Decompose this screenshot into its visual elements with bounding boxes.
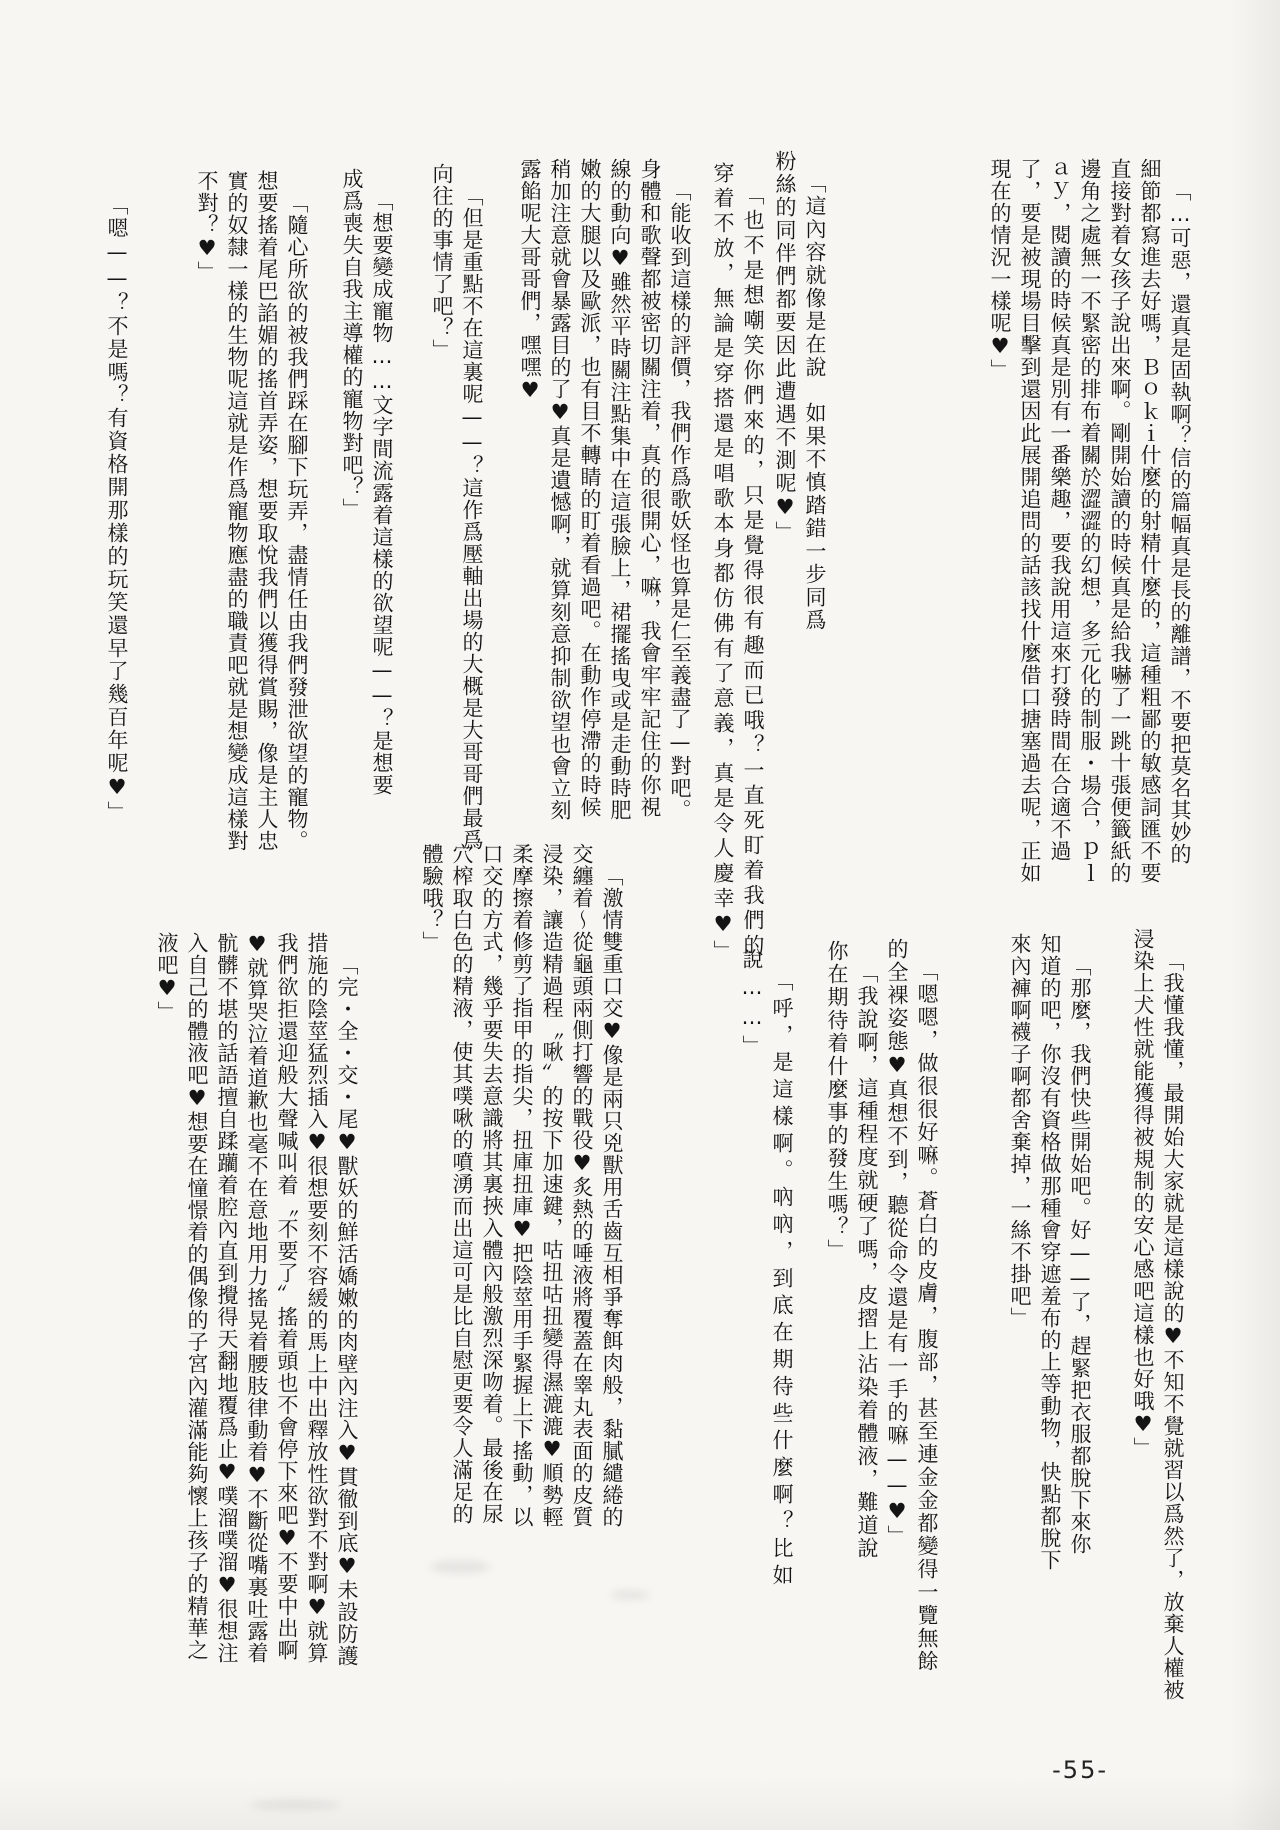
dialogue-paragraph: 「激情雙重口交♥像是兩只兇獸用舌齒互相爭奪餌肉般，黏膩繾綣的交纏着～從龜頭兩側打響的戰役♥炙熱的唾液將覆蓋在睾丸表面的皮質浸染，讓造精過程〝啾〟的按下加速鍵，咕扭咕扭變得濕漉漉♥順勢輕柔摩擦着修剪了指甲的指尖，扭庫扭庫♥把陰莖用手緊握上下搖動，以口交的方式，幾乎要失去意識將其裏挾入體內般激烈深吻着。最後在尿穴榨取白色的精液，使其噗啾的噴湧而出這可是比自慰更要令人滿足的體驗哦？」 [420,843,624,1528]
dialogue-paragraph: 「嗯——？不是嗎？有資格開那樣的玩笑還早了幾百年呢♥」 [105,194,129,824]
dialogue-paragraph: 「那麼，我們快些開始吧。好——了，趕緊把衣服都脫下來你知道的吧，你沒有資格做那種會穿遮羞布的上等動物，快點都脫下來內褲啊襪子啊都舍棄掉，一絲不掛吧」 [1008,933,1092,1571]
dialogue-paragraph: 「能收到這樣的評價，我們作爲歌妖怪也算是仁至義盡了—對吧。身體和歌聲都被密切關注着，真的很開心，嘛，我會牢牢記住的你視線的動向♥雖然平時關注點集中在這張臉上，裙擺搖曳或是走動時肥嫩的大腿以及歐派，也有目不轉睛的盯着看過吧。在動作停滯的時候稍加注意就會暴露目的了♥真是遺憾啊，就算刻意抑制欲望也會立刻露餡呢大哥哥們，嘿嘿♥ [518,158,692,821]
dialogue-paragraph: 「我說啊，這種程度就硬了嗎，皮摺上沾染着體液，難道說你在期待着什麼事的發生嗎？」 [825,940,879,1560]
scan-artifact [430,1560,490,1574]
page-number: -55- [1052,1756,1108,1784]
dialogue-paragraph: 「想要變成寵物……文字間流露着這樣的欲望呢——？是想要成爲喪失自我主導權的寵物對吧？」 [340,168,394,796]
dialogue-paragraph: 「…可惡，還真是固執啊？信的篇幅真是長的離譜，不要把莫名其妙的細節都寫進去好嗎，Ｂｏｋｉ什麼的射精什麼的，這種粗鄙的敏感詞匯不要直接對着女孩子說出來啊。剛開始讀的時候真是給我嚇了一跳十張便籤紙的邊角之處無一不緊密的排布着關於澀澀的幻想，多元化的制服・場合，ｐｌａｙ，閱讀的時候真是別有一番樂趣，要我說用這來打發時間在合適不過了，要是被現場目擊到還因此展開追問的話該找什麼借口搪塞過去呢，正如現在的情況一樣呢♥」 [988,158,1192,884]
dialogue-paragraph: 「呼，是這樣啊。吶吶，到底在期待些什麼啊？比如說……」 [740,948,794,1591]
scan-artifact [610,1590,650,1600]
dialogue-paragraph: 「完・全・交・尾♥獸妖的鮮活嬌嫩的肉壁內注入♥貫徹到底♥未設防護措施的陰莖猛烈插入♥很想要刻不容緩的馬上中出釋放性欲對不對啊♥就算我們欲拒還迎般大聲喊叫着〝不要了〟搖着頭也不會停下來吧♥不要中出啊♥就算哭泣着道歉也毫不在意地用力搖晃着腰肢律動着♥不斷從嘴裏吐露着骯髒不堪的話語擅自蹂躪着腔內直到攪得天翻地覆爲止♥噗溜噗溜♥很想注入自己的體液吧♥想要在憧憬着的偶像的子宮內灌滿能夠懷上孩子的精華之液吧♥」 [155,932,359,1667]
dialogue-paragraph: 「隨心所欲的被我們踩在腳下玩弄，盡情任由我們發泄欲望的寵物。想要搖着尾巴諂媚的搖首弄姿，想要取悅我們以獲得賞賜，像是主人忠實的奴隸一樣的生物呢這就是作爲寵物應盡的職責吧就是想變成這樣對不對？♥」 [195,170,309,852]
dialogue-paragraph: 「這內容就像是在說 如果不慎踏錯一步同爲粉絲的同伴們都要因此遭遇不測呢♥」 [773,150,827,632]
dialogue-paragraph: 「也不是想嘲笑你們來的，只是覺得很有趣而已哦？一直死盯着我們的穿着不放，無論是穿搭還是唱歌本身都仿佛有了意義，真是令人慶幸♥」 [711,162,765,965]
dialogue-paragraph: 「嗯嗯，做很很好嘛。蒼白的皮膚，腹部，甚至連金金都變得一覽無餘的全裸姿態♥真想不到，聽從命令還是有一手的嘛——♥」 [885,938,939,1673]
dialogue-paragraph: 「我懂我懂，最開始大家就是這樣說的♥不知不覺就習以爲然了，放棄人權被浸染上犬性就能獲得被規制的安心感吧這樣也好哦♥」 [1131,928,1185,1701]
dialogue-paragraph: 「但是重點不在這裏呢——？這作爲壓軸出場的大概是大哥哥們最爲向往的事情了吧？」 [430,163,484,851]
scan-artifact [250,1800,340,1810]
